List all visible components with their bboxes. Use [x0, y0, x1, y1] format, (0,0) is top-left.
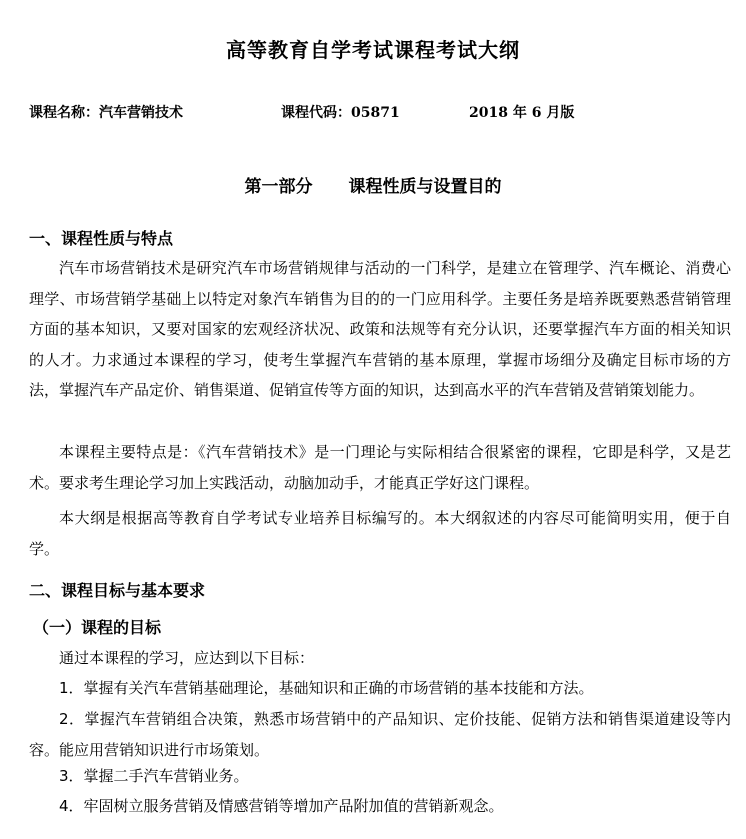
goal-item-1: 1．掌握有关汽车营销基础理论，基础知识和正确的市场营销的基本技能和方法。 [59, 679, 594, 697]
section1-heading: 一、课程性质与特点 [29, 229, 174, 248]
document-title: 高等教育自学考试课程考试大纲 [226, 38, 520, 62]
section1-paragraph-1: 汽车市场营销技术是研究汽车市场营销规律与活动的一门科学，是建立在管理学、汽车概论、消费心理学、市场营销学基础上以特定对象汽车销售为目的的一门应用科学。主要任务是培养既要熟悉营销管理方面的基本知识，又要对国家的宏观经济状况、政策和法规等有充分认识，还要掌握汽车方面的相关知识的人才。力求通过本课程的学习，使考生掌握汽车营销的基本原理，掌握市场细分及确定目标市场的方法，掌握汽车产品定价、销售渠道、促销宣传等方面的知识，达到高水平的汽车营销及营销策划能力。 [29, 259, 731, 399]
section1-paragraph-2: 本课程主要特点是：《汽车营销技术》是一门理论与实际相结合很紧密的课程，它即是科学，又是艺术。要求考生理论学习加上实践活动，动脑加动手，才能真正学好这门课程。 [29, 443, 731, 492]
part-heading [0, 172, 746, 197]
goal-item-3: 3．掌握二手汽车营销业务。 [59, 767, 249, 785]
goals-intro: 通过本课程的学习，应达到以下目标： [59, 649, 315, 667]
section2-subheading: （一）课程的目标 [33, 618, 162, 637]
edition-date: 2018 年 6 月版 [469, 105, 575, 121]
goal-item-2: 2．掌握汽车营销组合决策，熟悉市场营销中的产品知识、定价技能、促销方法和销售渠道建设等内容。能应用营销知识进行市场策划。 [29, 710, 731, 759]
part-label: 第一部分 [244, 177, 313, 197]
goal-item-4: 4．牢固树立服务营销及情感营销等增加产品附加值的营销新观念。 [59, 797, 504, 815]
course-code: 课程代码：05871 [281, 105, 400, 121]
part-title: 课程性质与设置目的 [348, 177, 502, 197]
section2-heading: 二、课程目标与基本要求 [29, 581, 206, 600]
section1-paragraph-3: 本大纲是根据高等教育自学考试专业培养目标编写的。本大纲叙述的内容尽可能简明实用，便于自学。 [29, 509, 731, 558]
course-name: 课程名称：汽车营销技术 [29, 105, 183, 121]
